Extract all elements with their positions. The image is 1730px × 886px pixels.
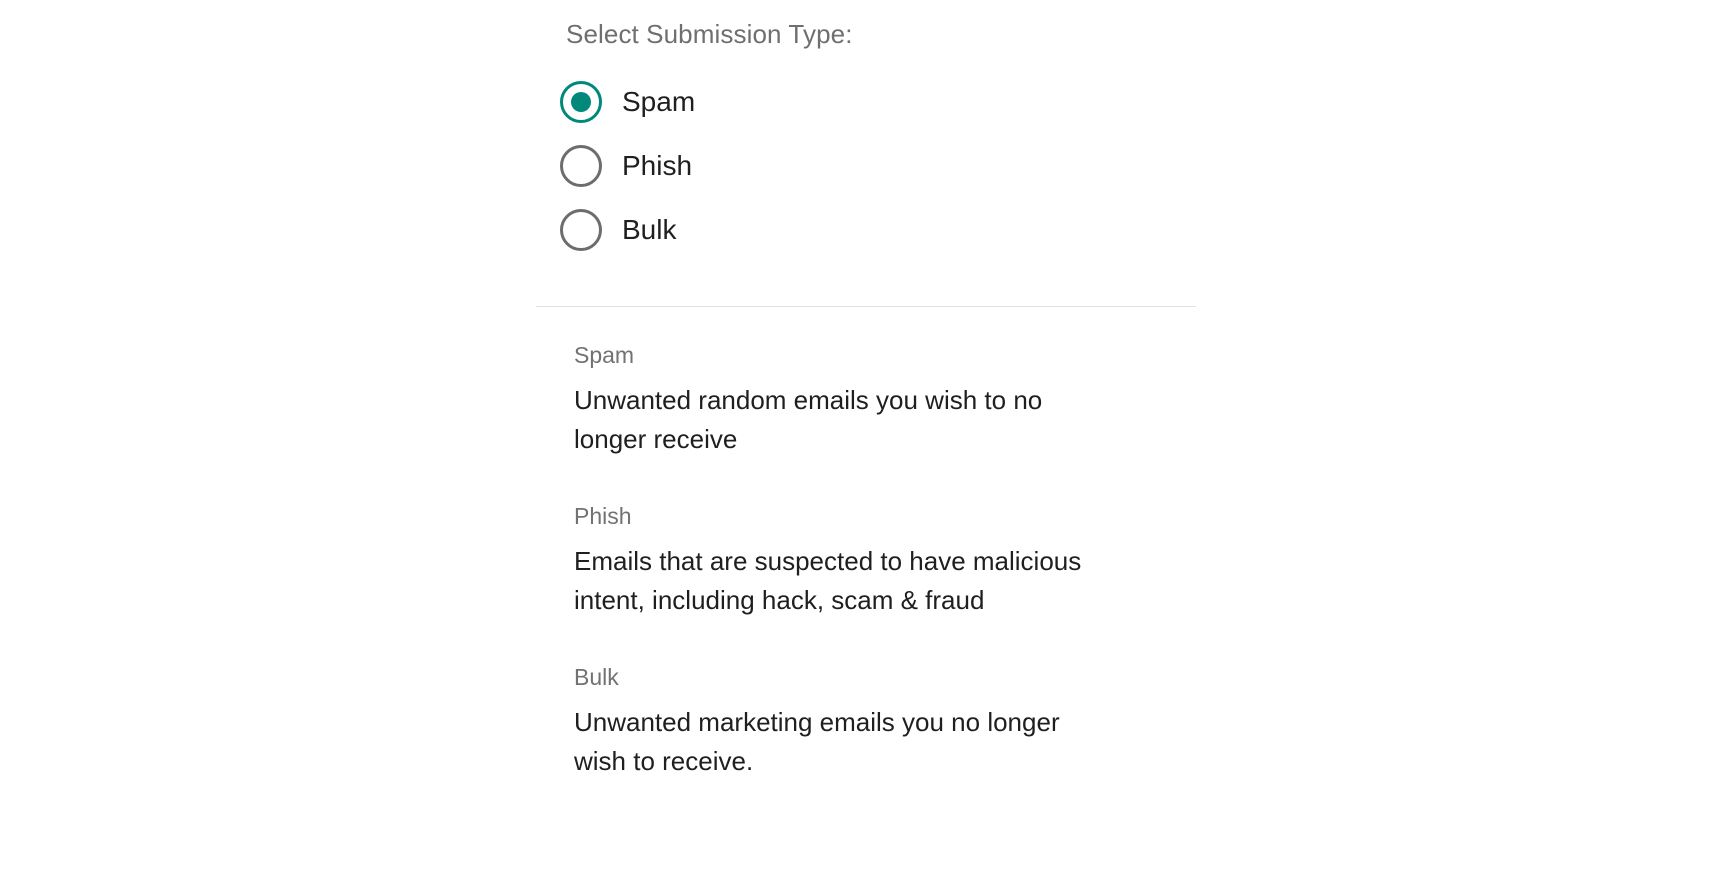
- definition-term: Phish: [574, 502, 632, 529]
- radio-option-label: Bulk: [622, 213, 677, 245]
- radio-selected-dot-icon: [571, 220, 591, 240]
- radio-option-label: Spam: [622, 85, 696, 117]
- definition-description: Unwanted random emails you wish to no longer receive: [574, 384, 1043, 455]
- definition-item: [574, 502, 1196, 621]
- definition-item: [574, 341, 1196, 460]
- radio-option-bulk[interactable]: [560, 198, 1196, 262]
- section-divider: [536, 306, 1196, 307]
- definition-term: Spam: [574, 341, 635, 368]
- definition-item: [574, 663, 1196, 782]
- radio-option-phish[interactable]: [560, 134, 1196, 198]
- page-title: Select Submission Type:: [566, 19, 853, 49]
- submission-type-radio-group: [560, 70, 1196, 262]
- definitions-list: [574, 341, 1196, 782]
- radio-selected-dot-icon: [571, 156, 591, 176]
- submission-type-panel: [536, 0, 1196, 824]
- radio-button-icon[interactable]: [560, 81, 602, 123]
- radio-selected-dot-icon: [571, 92, 591, 112]
- radio-option-spam[interactable]: [560, 70, 1196, 134]
- definition-description: Unwanted marketing emails you no longer wish to receive.: [574, 706, 1060, 777]
- definition-term: Bulk: [574, 663, 619, 690]
- radio-option-label: Phish: [622, 149, 693, 181]
- radio-button-icon[interactable]: [560, 145, 602, 187]
- definition-description: Emails that are suspected to have malicious intent, including hack, scam & fraud: [574, 545, 1082, 616]
- radio-button-icon[interactable]: [560, 209, 602, 251]
